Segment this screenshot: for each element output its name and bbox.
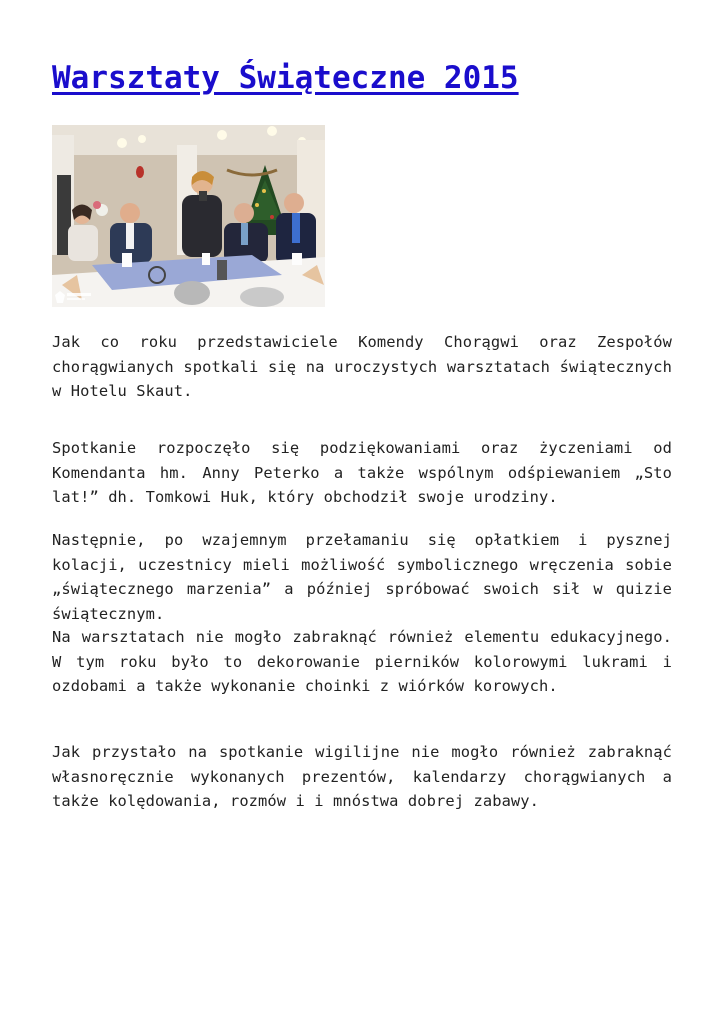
paragraph-1: Jak co roku przedstawiciele Komendy Chorągwi oraz Zespołów chorągwianych spotkali się na uroczystych warsztatach świątecznych w Hotelu Skaut. xyxy=(52,333,672,400)
photo-christmas-meeting xyxy=(52,125,325,307)
paragraph-5: Jak przystało na spotkanie wigilijne nie mogło również zabraknąć własnoręcznie wykonanych prezentów, kalendarzy chorągwianych a także kolędowania, rozmów i i mnóstwa dobrej zabawy. xyxy=(52,743,672,810)
zespol-logo-icon xyxy=(55,290,95,304)
article-photo[interactable] xyxy=(52,125,325,307)
paragraph-2: Spotkanie rozpoczęło się podziękowaniami oraz życzeniami od Komendanta hm. Anny Peterko a także wspólnym odśpiewaniem „Sto lat!” dh. Tomkowi Huk, który obchodził swoje urodziny. xyxy=(52,439,672,506)
page-title xyxy=(52,55,672,101)
paragraph-3: Następnie, po wzajemnym przełamaniu się opłatkiem i pysznej kolacji, uczestnicy mieli możliwość symbolicznego wręczenia sobie „świątecznego marzenia” a później spróbować swoich sił w quizie świątecznym. xyxy=(52,531,672,623)
paragraph-4: Na warsztatach nie mogło zabraknąć również elementu edukacyjnego. W tym roku było to dekorowanie pierników kolorowymi lukrami i ozdobami a także wykonanie choinki z wiórków korowych. xyxy=(52,628,672,695)
title-link[interactable]: Warsztaty Świąteczne 2015 xyxy=(52,60,519,96)
